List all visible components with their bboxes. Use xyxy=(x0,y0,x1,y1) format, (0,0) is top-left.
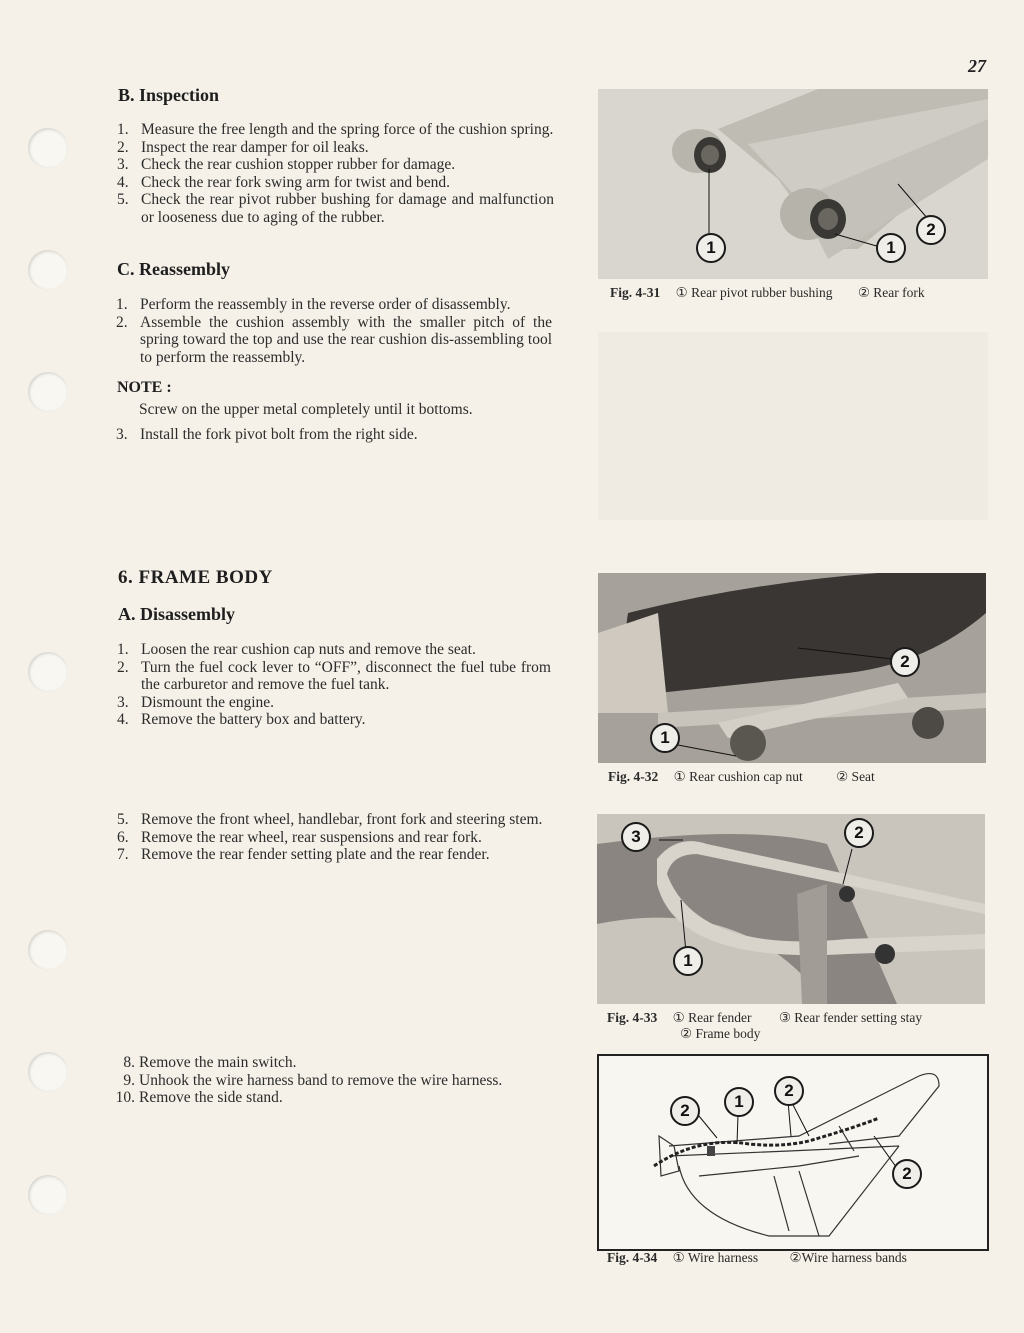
section-b-heading: B. Inspection xyxy=(118,85,220,105)
disassembly-list-b xyxy=(117,811,551,864)
callout-1: 1 xyxy=(650,723,680,753)
fig-4-34-diagram xyxy=(597,1054,989,1251)
callout-2: 2 xyxy=(892,1159,922,1189)
disassembly-heading: A. Disassembly xyxy=(118,604,236,624)
callout-3: 3 xyxy=(621,822,651,852)
callout-2: 2 xyxy=(844,818,874,848)
callout-1: 1 xyxy=(673,946,703,976)
section-c-heading: C. Reassembly xyxy=(117,259,230,279)
list-item: 3. Check the rear cushion stopper rubber for damage. xyxy=(117,156,456,174)
disassembly-list-c xyxy=(107,1054,551,1107)
list-item: 5. Remove the front wheel, handlebar, front fork and steering stem. xyxy=(117,811,543,828)
fig-4-32-photo xyxy=(598,573,986,763)
list-item: 2. Inspect the rear damper for oil leaks. xyxy=(117,138,369,156)
callout-1: 1 xyxy=(696,233,726,263)
binder-hole xyxy=(28,1052,68,1092)
list-item: 1. Perform the reassembly in the reverse order of disassembly. xyxy=(116,296,511,313)
binder-hole xyxy=(28,128,68,168)
binder-hole xyxy=(28,250,68,290)
list-item: 3. Install the fork pivot bolt from the right side. xyxy=(116,426,418,443)
callout-2: 2 xyxy=(774,1076,804,1106)
disassembly-list-a xyxy=(117,641,551,729)
inspection-list xyxy=(117,121,554,227)
callout-1: 1 xyxy=(724,1087,754,1117)
callout-1: 1 xyxy=(876,233,906,263)
binder-hole xyxy=(28,930,68,970)
list-item: 4. Check the rear fork swing arm for twist and bend. xyxy=(117,173,451,191)
rear-fork-illustration xyxy=(598,89,988,279)
callout-2: 2 xyxy=(670,1096,700,1126)
reassembly-list-cont xyxy=(116,426,552,444)
list-item: 9. Unhook the wire harness band to remove the wire harness. xyxy=(123,1071,503,1089)
list-item: 2. Turn the fuel cock lever to “OFF”, disconnect the fuel tube from the carburetor and remove the fuel tank. xyxy=(117,658,551,694)
fig-4-34-caption: Fig. 4-34 ① Wire harness ②Wire harness bands xyxy=(607,1250,907,1265)
binder-hole xyxy=(28,1175,68,1215)
section-6-heading: 6. FRAME BODY xyxy=(118,567,273,588)
rear-fender-illustration xyxy=(597,814,985,1004)
list-item: 1. Loosen the rear cushion cap nuts and remove the seat. xyxy=(117,641,476,658)
callout-2: 2 xyxy=(916,215,946,245)
bleed-through-area xyxy=(598,332,988,520)
fig-4-33-photo xyxy=(597,814,985,1004)
fig-4-32-caption: Fig. 4-32 ① Rear cushion cap nut ② Seat xyxy=(608,769,875,784)
list-item: 3. Dismount the engine. xyxy=(117,693,275,711)
page-number: 27 xyxy=(968,56,986,76)
list-item: 8. Remove the main switch. xyxy=(123,1054,297,1071)
list-item: 7. Remove the rear fender setting plate and the rear fender. xyxy=(117,846,490,864)
fig-4-33-caption: Fig. 4-33 ① Rear fender ③ Rear fender setting stay ② Frame body xyxy=(607,1010,923,1041)
binder-hole xyxy=(28,372,68,412)
fig-4-31-caption: Fig. 4-31 ① Rear pivot rubber bushing ② Rear fork xyxy=(610,285,925,300)
list-item: 6. Remove the rear wheel, rear suspensions and rear fork. xyxy=(117,828,482,846)
callout-2: 2 xyxy=(890,647,920,677)
note-label: NOTE : xyxy=(117,379,172,396)
note-text: Screw on the upper metal completely until it bottoms. xyxy=(139,401,473,418)
list-item: 1. Measure the free length and the spring force of the cushion spring. xyxy=(117,121,554,138)
fig-4-31-photo xyxy=(598,89,988,279)
list-item: 10. Remove the side stand. xyxy=(115,1089,283,1107)
reassembly-list xyxy=(116,296,552,366)
list-item: 4. Remove the battery box and battery. xyxy=(117,711,366,729)
list-item: 5. Check the rear pivot rubber bushing for damage and malfunction or looseness due to aging of the rubber. xyxy=(117,191,554,226)
list-item: 2. Assemble the cushion assembly with the smaller pitch of the spring toward the top and use the rear cushion dis-assembling tool to perform the reassembly. xyxy=(116,313,552,366)
binder-hole xyxy=(28,652,68,692)
